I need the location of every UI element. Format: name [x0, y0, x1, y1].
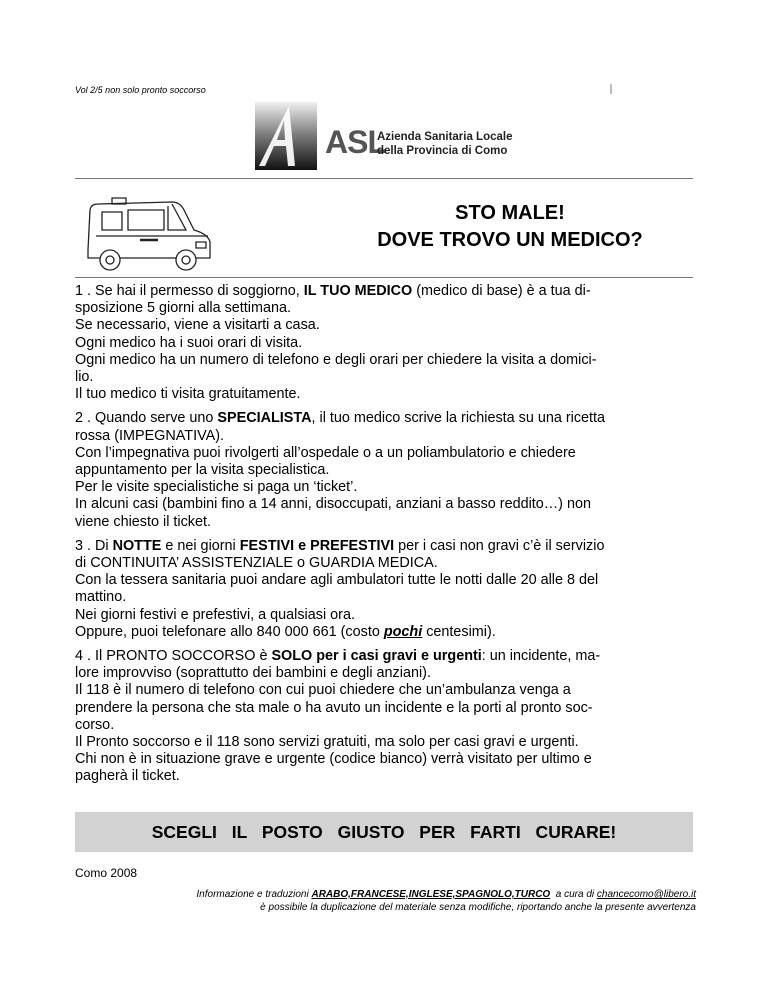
section-3-line: Nei giorni festivi e prefestivi, a qualsiasi ora. [75, 606, 355, 623]
volume-label: Vol 2/5 non solo pronto soccorso [75, 85, 206, 95]
section-3-line: Con la tessera sanitaria puoi andare agli ambulatori tutte le notti dalle 20 alle 8 del [75, 572, 599, 589]
bold-run: IL TUO MEDICO [303, 283, 413, 299]
logo-line-2: della Provincia di Como [377, 145, 508, 157]
section-2-line [75, 410, 697, 427]
logo-line-1: Azienda Sanitaria Locale [377, 131, 513, 143]
text-run: e nei giorni [161, 537, 240, 554]
section-4-line [75, 648, 697, 665]
place-date: Como 2008 [75, 866, 138, 880]
section-4-line: corso. [75, 716, 115, 733]
section-2-line: appuntamento per la visita specialistica. [75, 462, 330, 479]
bold-run: SPECIALISTA [217, 410, 312, 427]
page-title [300, 200, 720, 254]
section-1-line: Se necessario, viene a visitarti a casa. [75, 317, 320, 334]
section-4-line: prendere la persona che sta male o ha avuto un incidente e la porti al pronto soc- [75, 699, 593, 716]
bold-run: SOLO per i casi gravi e urgenti [271, 648, 482, 665]
section-3 [75, 538, 697, 641]
section-1-line: Il tuo medico ti visita gratuitamente. [75, 386, 301, 403]
section-4 [75, 648, 697, 786]
content-body [75, 283, 697, 793]
bold-run: NOTTE [112, 537, 162, 554]
section-4-line: Il 118 è il numero di telefono con cui puoi chiedere che un’ambulanza venga a [75, 682, 571, 699]
bold-run: FESTIVI e PREFESTIVI [239, 537, 395, 554]
section-2 [75, 410, 697, 530]
section-3-line: di CONTINUITA’ ASSISTENZIALE o GUARDIA MEDICA. [75, 555, 438, 572]
section-4-line: lore improvviso (soprattutto dei bambini e degli anziani). [75, 665, 431, 682]
section-1-line [75, 283, 697, 300]
text-run: : un incidente, ma- [481, 648, 601, 665]
logo-subtitle [377, 130, 513, 158]
text-run: (medico di base) è a tua di- [412, 283, 591, 299]
section-3-line [75, 538, 697, 555]
section-4-line: Chi non è in situazione grave e urgente (codice bianco) verrà visitato per ultimo e [75, 751, 592, 768]
section-2-line: rossa (IMPEGNATIVA). [75, 427, 224, 444]
ambulance-icon [82, 196, 216, 276]
section-3-line [75, 624, 697, 641]
footer-credits [60, 888, 696, 901]
footer-text: Informazione e traduzioni [196, 889, 312, 900]
text-run: 2 . Quando serve uno [75, 410, 218, 427]
section-1-line: Ogni medico ha i suoi orari di visita. [75, 334, 303, 351]
divider-title [75, 277, 693, 278]
text-run: , il tuo medico scrive la richiesta su una ricetta [311, 410, 606, 427]
section-1 [75, 283, 697, 403]
text-run: 1 . Se hai il permesso di soggiorno, [75, 283, 304, 299]
footer-disclaimer: è possibile la duplicazione del materiale senza modifiche, riportando anche la presente avvertenza [260, 902, 696, 913]
section-3-line: mattino. [75, 589, 127, 606]
section-2-line: Con l’impegnativa puoi rivolgerti all’ospedale o a un poliambulatorio e chiedere [75, 444, 576, 461]
section-1-line: Ogni medico ha un numero di telefono e degli orari per chiedere la visita a domici- [75, 351, 597, 368]
email-link[interactable]: chancecomo@libero.it [596, 889, 696, 900]
text-run: 3 . Di [75, 537, 113, 554]
section-2-line: Per le visite specialistiche si paga un ‘ticket’. [75, 479, 358, 496]
title-line-1: STO MALE! [455, 202, 565, 224]
title-line-2: DOVE TROVO UN MEDICO? [377, 229, 643, 251]
footer-text: a cura di [550, 889, 597, 900]
section-4-line: Il Pronto soccorso e il 118 sono servizi gratuiti, ma solo per casi gravi e urgenti. [75, 734, 579, 751]
text-run: centesimi). [422, 623, 496, 640]
text-run: 4 . Il PRONTO SOCCORSO è [75, 648, 272, 665]
section-1-line: sposizione 5 giorni alla settimana. [75, 300, 291, 317]
emphasis-run: pochi [383, 623, 423, 640]
footer-note [60, 888, 696, 914]
section-4-line: pagherà il ticket. [75, 768, 180, 785]
text-run: Oppure, puoi telefonare allo 840 000 661 (costo [75, 623, 384, 640]
margin-mark [610, 84, 612, 94]
asl-logo-icon [255, 102, 317, 170]
text-run: per i casi non gravi c’è il servizio [394, 537, 605, 554]
call-to-action-banner: SCEGLI IL POSTO GIUSTO PER FARTI CURARE! [75, 812, 693, 852]
section-1-line: lio. [75, 369, 94, 386]
section-2-line: viene chiesto il ticket. [75, 513, 211, 530]
logo-acronym: ASL [325, 124, 386, 160]
asl-logo [255, 102, 515, 170]
footer-languages: ARABO,FRANCESE,INGLESE,SPAGNOLO,TURCO [311, 889, 551, 900]
section-2-line: In alcuni casi (bambini fino a 14 anni, disoccupati, anziani a basso reddito…) non [75, 496, 591, 513]
divider-top [75, 178, 693, 179]
